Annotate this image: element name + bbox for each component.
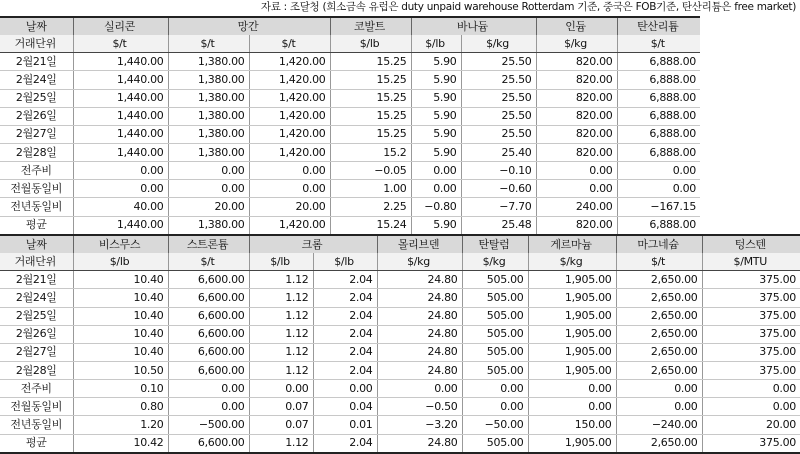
table-row	[0, 434, 800, 453]
table-cell: 1,905.00	[528, 434, 616, 453]
unit-cell: $/kg	[377, 253, 462, 271]
table-cell: 15.25	[330, 71, 411, 89]
table-cell: 2.04	[313, 271, 377, 289]
table-cell: 1,440.00	[73, 71, 168, 89]
table-cell: 25.50	[461, 89, 536, 107]
price-table-1	[0, 16, 700, 236]
table-cell: 2.04	[313, 361, 377, 379]
source-note: 자료 : 조달청 (희소금속 유럽은 duty unpaid warehouse Rotterdam 기준, 중국은 FOB기준, 탄산리튬은 free market)	[260, 1, 796, 13]
table-cell: 24.80	[377, 434, 462, 453]
table-cell: 10.42	[73, 434, 168, 453]
header-lithium-carbonate: 탄산리튬	[617, 17, 700, 35]
unit-cell: $/kg	[536, 35, 617, 53]
table-cell: 0.00	[73, 180, 168, 198]
table-cell: 1.12	[249, 361, 313, 379]
table-cell: 505.00	[462, 325, 528, 343]
unit-cell: $/t	[73, 35, 168, 53]
table-row	[0, 307, 800, 325]
table-cell: 1,905.00	[528, 325, 616, 343]
table-cell: 1,380.00	[168, 107, 249, 125]
table-row	[0, 125, 700, 143]
row-label: 전월동일비	[0, 180, 73, 198]
table-cell: 1.20	[73, 416, 168, 434]
table-cell: 0.10	[73, 380, 168, 398]
table-cell: 24.80	[377, 289, 462, 307]
table-row	[0, 343, 800, 361]
table-cell: 5.90	[411, 89, 461, 107]
table-cell: 2,650.00	[616, 289, 702, 307]
unit-cell: $/kg	[462, 253, 528, 271]
table-cell: 0.00	[73, 162, 168, 180]
table-cell: 15.25	[330, 107, 411, 125]
unit-label: 거래단위	[0, 35, 73, 53]
header-germanium: 게르마늄	[528, 235, 616, 253]
unit-cell: $/kg	[528, 253, 616, 271]
table-cell: 0.00	[536, 162, 617, 180]
table-cell: 0.00	[702, 398, 800, 416]
table-cell: 10.40	[73, 271, 168, 289]
table-cell: 0.00	[249, 180, 330, 198]
table-cell: 505.00	[462, 289, 528, 307]
table-cell: 0.07	[249, 398, 313, 416]
row-label: 2월26일	[0, 325, 73, 343]
table-cell: 2,650.00	[616, 325, 702, 343]
table-cell: 6,888.00	[617, 143, 700, 161]
table-cell: 1,380.00	[168, 89, 249, 107]
unit-cell: $/t	[168, 253, 249, 271]
table-cell: 150.00	[528, 416, 616, 434]
table-cell: 0.00	[617, 162, 700, 180]
table2-header-row	[0, 235, 800, 253]
table-cell: 6,600.00	[168, 361, 249, 379]
table-cell: 2,650.00	[616, 307, 702, 325]
table-row	[0, 361, 800, 379]
unit-cell: $/lb	[330, 35, 411, 53]
table-cell: 40.00	[73, 198, 168, 216]
table-cell: −0.50	[377, 398, 462, 416]
header-indium: 인듐	[536, 17, 617, 35]
table-cell: 505.00	[462, 271, 528, 289]
unit-cell: $/kg	[461, 35, 536, 53]
table-cell: 1.12	[249, 307, 313, 325]
table-cell: 1,905.00	[528, 289, 616, 307]
table-cell: 15.25	[330, 53, 411, 71]
table-cell: 820.00	[536, 216, 617, 235]
header-date: 날짜	[0, 17, 73, 35]
unit-label: 거래단위	[0, 253, 73, 271]
table-row	[0, 180, 700, 198]
table-cell: 1.12	[249, 289, 313, 307]
table-cell: 0.00	[617, 180, 700, 198]
table-cell: 0.80	[73, 398, 168, 416]
table-cell: 0.01	[313, 416, 377, 434]
table-cell: 375.00	[702, 307, 800, 325]
table-row	[0, 398, 800, 416]
table-cell: 1,440.00	[73, 89, 168, 107]
table-cell: 10.50	[73, 361, 168, 379]
table-cell: 375.00	[702, 434, 800, 453]
table-cell: 0.04	[313, 398, 377, 416]
row-label: 2월27일	[0, 343, 73, 361]
header-vanadium: 바나듐	[411, 17, 536, 35]
table-cell: 1.12	[249, 434, 313, 453]
table-cell: 1,380.00	[168, 143, 249, 161]
table-cell: 24.80	[377, 271, 462, 289]
row-label: 2월28일	[0, 143, 73, 161]
table-cell: 820.00	[536, 107, 617, 125]
table-cell: 1,380.00	[168, 53, 249, 71]
table-cell: −0.10	[461, 162, 536, 180]
table-cell: 1.12	[249, 325, 313, 343]
row-label: 2월25일	[0, 89, 73, 107]
table-cell: 0.00	[462, 380, 528, 398]
table-cell: 0.00	[411, 180, 461, 198]
table-cell: 2.25	[330, 198, 411, 216]
table-cell: 1,420.00	[249, 71, 330, 89]
table-cell: 0.00	[249, 162, 330, 180]
table-row	[0, 71, 700, 89]
table-cell: 10.40	[73, 325, 168, 343]
unit-cell: $/lb	[249, 253, 313, 271]
table-cell: 505.00	[462, 361, 528, 379]
table-cell: 2,650.00	[616, 434, 702, 453]
table-cell: −7.70	[461, 198, 536, 216]
header-tantalum: 탄탈럼	[462, 235, 528, 253]
row-label: 2월24일	[0, 71, 73, 89]
header-silicon: 실리콘	[73, 17, 168, 35]
table-cell: 6,888.00	[617, 125, 700, 143]
table-cell: 1,440.00	[73, 53, 168, 71]
table-row	[0, 271, 800, 289]
row-label: 2월26일	[0, 107, 73, 125]
table-cell: 2,650.00	[616, 361, 702, 379]
row-label: 평균	[0, 434, 73, 453]
table-cell: 820.00	[536, 89, 617, 107]
table-cell: 1.12	[249, 271, 313, 289]
table-row	[0, 143, 700, 161]
table-cell: 0.00	[168, 180, 249, 198]
table-cell: 5.90	[411, 143, 461, 161]
table-cell: 6,888.00	[617, 107, 700, 125]
table-cell: −0.60	[461, 180, 536, 198]
table-cell: −167.15	[617, 198, 700, 216]
table-row	[0, 107, 700, 125]
table-cell: 6,600.00	[168, 434, 249, 453]
header-bismuth: 비스무스	[73, 235, 168, 253]
table-cell: 0.00	[249, 380, 313, 398]
table-cell: 0.00	[536, 180, 617, 198]
row-label: 전월동일비	[0, 398, 73, 416]
table1-unit-row	[0, 35, 700, 53]
table-row	[0, 289, 800, 307]
table-cell: 0.00	[168, 162, 249, 180]
table-cell: 0.00	[616, 398, 702, 416]
table-cell: 1,380.00	[168, 125, 249, 143]
unit-cell: $/t	[168, 35, 249, 53]
header-manganese: 망간	[168, 17, 330, 35]
table-cell: 0.00	[528, 398, 616, 416]
table-cell: 1,380.00	[168, 216, 249, 235]
table-cell: 5.90	[411, 53, 461, 71]
header-strontium: 스트론튬	[168, 235, 249, 253]
table-row	[0, 198, 700, 216]
header-date: 날짜	[0, 235, 73, 253]
table-cell: 1,420.00	[249, 53, 330, 71]
table-cell: 6,600.00	[168, 343, 249, 361]
table-cell: 1,440.00	[73, 216, 168, 235]
table-cell: 505.00	[462, 434, 528, 453]
table-cell: 10.40	[73, 289, 168, 307]
table-cell: 0.00	[411, 162, 461, 180]
unit-cell: $/lb	[73, 253, 168, 271]
table-cell: 375.00	[702, 289, 800, 307]
table-cell: 6,888.00	[617, 89, 700, 107]
header-tungsten: 텅스텐	[702, 235, 800, 253]
table-cell: 6,600.00	[168, 307, 249, 325]
table-cell: 0.00	[702, 380, 800, 398]
table-cell: 6,600.00	[168, 289, 249, 307]
table-cell: 375.00	[702, 271, 800, 289]
table-row	[0, 380, 800, 398]
table-cell: 10.40	[73, 343, 168, 361]
row-label: 2월24일	[0, 289, 73, 307]
row-label: 2월25일	[0, 307, 73, 325]
table-cell: −50.00	[462, 416, 528, 434]
unit-cell: $/lb	[313, 253, 377, 271]
table-cell: 25.50	[461, 107, 536, 125]
table-cell: 1,440.00	[73, 107, 168, 125]
row-label: 전년동일비	[0, 416, 73, 434]
table-cell: 1,420.00	[249, 107, 330, 125]
table-cell: 0.00	[168, 380, 249, 398]
table-cell: 2.04	[313, 289, 377, 307]
table-cell: 2.04	[313, 307, 377, 325]
table-cell: 20.00	[168, 198, 249, 216]
table-cell: 2.04	[313, 434, 377, 453]
table-cell: 24.80	[377, 325, 462, 343]
table-row	[0, 216, 700, 235]
row-label: 2월28일	[0, 361, 73, 379]
row-label: 전주비	[0, 162, 73, 180]
table-cell: 5.90	[411, 71, 461, 89]
table-cell: 0.00	[313, 380, 377, 398]
table-cell: −500.00	[168, 416, 249, 434]
header-magnesium: 마그네슘	[616, 235, 702, 253]
table-cell: 24.80	[377, 343, 462, 361]
price-table-2	[0, 234, 800, 454]
table-cell: 25.50	[461, 125, 536, 143]
table-cell: 24.80	[377, 361, 462, 379]
row-label: 전년동일비	[0, 198, 73, 216]
row-label: 전주비	[0, 380, 73, 398]
table-cell: 820.00	[536, 71, 617, 89]
table-cell: 240.00	[536, 198, 617, 216]
table-cell: 20.00	[702, 416, 800, 434]
table-cell: 0.07	[249, 416, 313, 434]
table-cell: 1,440.00	[73, 125, 168, 143]
table-cell: 1,905.00	[528, 343, 616, 361]
table-cell: 2,650.00	[616, 271, 702, 289]
unit-cell: $/t	[616, 253, 702, 271]
table-row	[0, 325, 800, 343]
table-row	[0, 416, 800, 434]
table-cell: 1,440.00	[73, 143, 168, 161]
table-cell: 15.2	[330, 143, 411, 161]
table-cell: 1,905.00	[528, 361, 616, 379]
table-cell: 1,420.00	[249, 216, 330, 235]
table-cell: 1,905.00	[528, 271, 616, 289]
table-cell: 375.00	[702, 343, 800, 361]
table-cell: 375.00	[702, 325, 800, 343]
table-cell: −0.80	[411, 198, 461, 216]
table-cell: 2.04	[313, 325, 377, 343]
table-cell: 0.00	[462, 398, 528, 416]
table-cell: 1,380.00	[168, 71, 249, 89]
table-cell: 1,420.00	[249, 143, 330, 161]
table-cell: 6,888.00	[617, 71, 700, 89]
table-cell: 505.00	[462, 343, 528, 361]
table-cell: 6,600.00	[168, 325, 249, 343]
row-label: 2월21일	[0, 271, 73, 289]
row-label: 2월27일	[0, 125, 73, 143]
table-cell: 1.12	[249, 343, 313, 361]
table2-unit-row	[0, 253, 800, 271]
table-cell: 1.00	[330, 180, 411, 198]
table-row	[0, 89, 700, 107]
table-cell: 5.90	[411, 107, 461, 125]
unit-cell: $/MTU	[702, 253, 800, 271]
table-cell: 0.00	[168, 398, 249, 416]
table-cell: 1,420.00	[249, 89, 330, 107]
table-cell: 820.00	[536, 143, 617, 161]
table-cell: 15.25	[330, 89, 411, 107]
table-row	[0, 162, 700, 180]
table-cell: 24.80	[377, 307, 462, 325]
table-cell: 0.00	[377, 380, 462, 398]
table-cell: 25.50	[461, 53, 536, 71]
table-cell: 15.24	[330, 216, 411, 235]
table-cell: 6,888.00	[617, 216, 700, 235]
table-cell: 25.50	[461, 71, 536, 89]
table-cell: 15.25	[330, 125, 411, 143]
table-cell: 25.40	[461, 143, 536, 161]
header-chromium: 크롬	[249, 235, 377, 253]
table-cell: 375.00	[702, 361, 800, 379]
row-label: 평균	[0, 216, 73, 235]
table-cell: −3.20	[377, 416, 462, 434]
table-cell: 0.00	[616, 380, 702, 398]
unit-cell: $/t	[617, 35, 700, 53]
row-label: 2월21일	[0, 53, 73, 71]
header-cobalt: 코발트	[330, 17, 411, 35]
table-cell: 6,888.00	[617, 53, 700, 71]
table-cell: 2,650.00	[616, 343, 702, 361]
table-cell: 2.04	[313, 343, 377, 361]
table-cell: 6,600.00	[168, 271, 249, 289]
table-cell: 505.00	[462, 307, 528, 325]
table-cell: 1,905.00	[528, 307, 616, 325]
table-cell: 20.00	[249, 198, 330, 216]
unit-cell: $/t	[249, 35, 330, 53]
unit-cell: $/lb	[411, 35, 461, 53]
table-cell: 5.90	[411, 216, 461, 235]
table-cell: 1,420.00	[249, 125, 330, 143]
table-cell: 820.00	[536, 53, 617, 71]
table-cell: 0.00	[528, 380, 616, 398]
table-row	[0, 53, 700, 71]
table-cell: 10.40	[73, 307, 168, 325]
table-cell: 5.90	[411, 125, 461, 143]
table1-header-row	[0, 17, 700, 35]
table-cell: −0.05	[330, 162, 411, 180]
header-molybdenum: 몰리브덴	[377, 235, 462, 253]
table-cell: 820.00	[536, 125, 617, 143]
table-cell: 25.48	[461, 216, 536, 235]
table-cell: −240.00	[616, 416, 702, 434]
